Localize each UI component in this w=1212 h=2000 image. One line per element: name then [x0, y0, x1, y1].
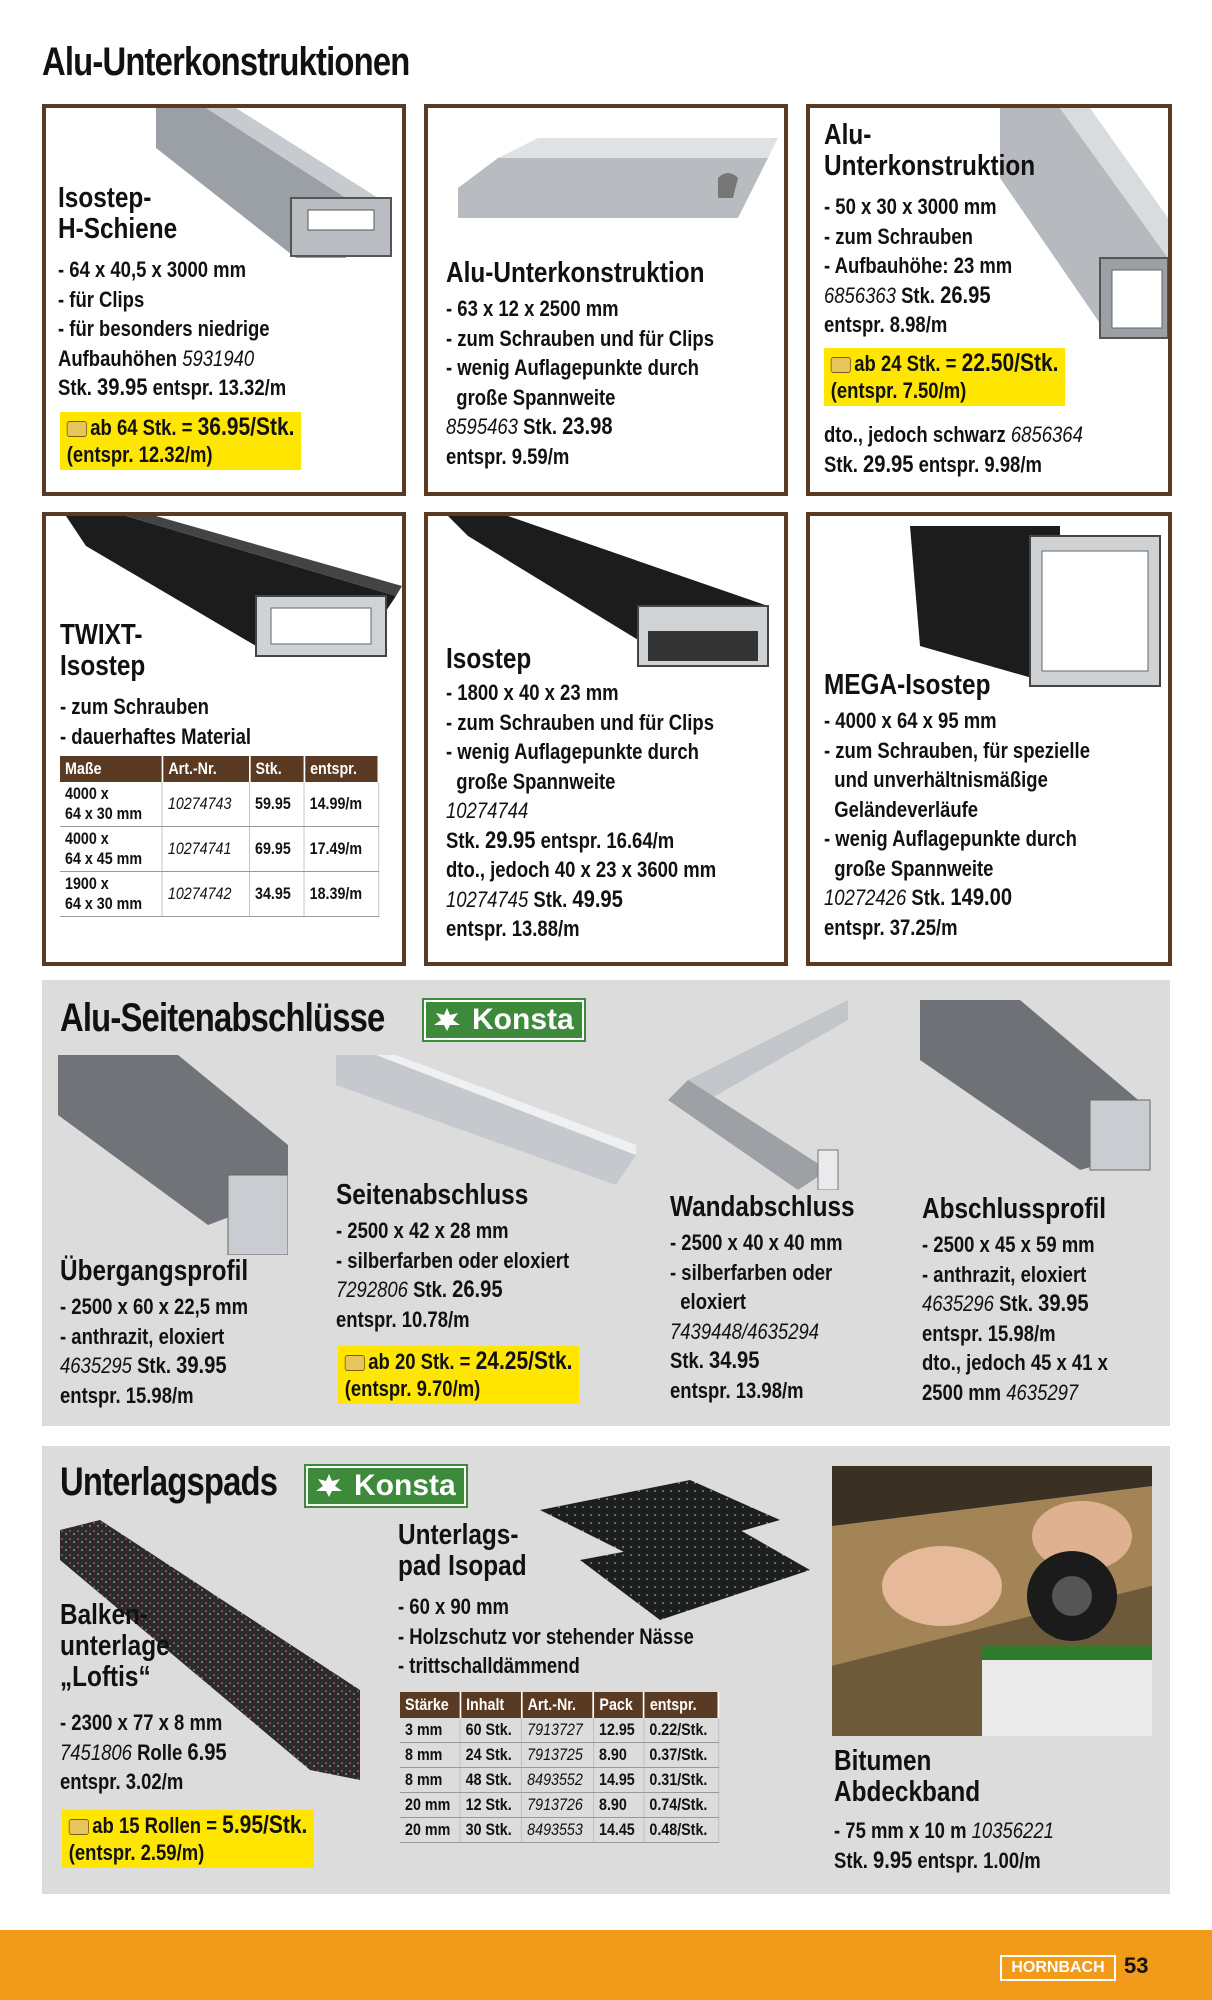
uebergangsprofil-image — [58, 1055, 288, 1255]
product-variant: dto., jedoch schwarz 6856364 Stk. 29.95 entspr. 9.98/m — [824, 422, 1083, 478]
table-cell: 3 mm — [400, 1718, 460, 1743]
product-title-bitumen: Bitumen Abdeckband — [834, 1745, 981, 1808]
dimension-line: 64 x 30 mm — [65, 894, 143, 913]
product-specs: - 60 x 90 mm - Holzschutz vor stehender Nässe - trittschalldämmend — [398, 1594, 694, 1678]
table-cell: 0.31/Stk. — [644, 1768, 718, 1793]
table-header: Maße — [60, 756, 162, 782]
product-title: Isostep- H-Schiene — [58, 182, 178, 245]
brand-logo-konsta: Konsta — [306, 1466, 466, 1506]
dimension-line: 64 x 30 mm — [65, 804, 143, 823]
product-specs: - 1800 x 40 x 23 mm - zum Schrauben und für Clips - wenig Auflagepunkte durch große Spannweite 10274744 Stk. 29.95 entspr. 16.64/m dto., jedoch 40 x 23 x 3600 mm 10274745 Stk. 49.95 entspr. 13.88/m — [446, 680, 717, 941]
table-header: entspr. — [644, 1692, 718, 1718]
table-cell: 34.95 — [250, 872, 305, 917]
table-cell: 14.95 — [594, 1768, 644, 1793]
isopad-price-table — [400, 1692, 719, 1843]
product-specs: - 2500 x 60 x 22,5 mm - anthrazit, eloxiert 4635295 Stk. 39.95 entspr. 15.98/m — [60, 1294, 249, 1408]
table-cell — [60, 782, 162, 827]
product-isostep — [424, 512, 788, 966]
table-cell: 0.48/Stk. — [644, 1818, 718, 1843]
table-cell: 7913727 — [522, 1718, 594, 1743]
product-specs: - 4000 x 64 x 95 mm - zum Schrauben, für spezielle und unverhältnismäßige Geländeverläufe - wenig Auflagepunkte durch große Spannweite 10272426 Stk. 149.00 entspr. 37.25/m — [824, 708, 1090, 940]
table-cell: 8493552 — [522, 1768, 594, 1793]
dimension-line: 4000 x — [65, 784, 109, 803]
product-specs: - zum Schrauben - dauerhaftes Material — [60, 694, 252, 749]
table-cell: 0.74/Stk. — [644, 1793, 718, 1818]
table-cell — [60, 827, 162, 872]
product-specs: - 64 x 40,5 x 3000 mm - für Clips - für besonders niedrige Aufbauhöhen 5931940 Stk. 39.95 entspr. 13.32/m — [58, 257, 287, 401]
product-title: Alu-Unterkonstruktion — [446, 257, 705, 289]
table-cell: 18.39/m — [304, 872, 378, 917]
table-row — [400, 1718, 718, 1743]
product-title-abschlussprofil: Abschlussprofil — [922, 1193, 1107, 1225]
table-header: Stärke — [400, 1692, 460, 1718]
table-cell: 8.90 — [594, 1743, 644, 1768]
table-cell: 0.37/Stk. — [644, 1743, 718, 1768]
product-mega-isostep — [806, 512, 1172, 966]
product-title-uebergangsprofil: Übergangsprofil — [60, 1255, 249, 1287]
table-cell: 12 Stk. — [460, 1793, 522, 1818]
section-heading: Alu-Seitenabschlüsse — [60, 996, 385, 1040]
page-number: 53 — [1124, 1953, 1149, 1978]
table-cell: 17.49/m — [304, 827, 378, 872]
product-twixt-isostep — [42, 512, 406, 966]
product-specs: - 2500 x 42 x 28 mm - silberfarben oder eloxiert 7292806 Stk. 26.95 entspr. 10.78/m — [336, 1218, 570, 1332]
table-cell: 8.90 — [594, 1793, 644, 1818]
table-row — [400, 1768, 718, 1793]
table-cell: 7913725 — [522, 1743, 594, 1768]
wandabschluss-image — [668, 1000, 858, 1190]
abschlussprofil-image — [920, 1000, 1170, 1180]
table-row — [60, 872, 378, 917]
table-cell: 69.95 — [250, 827, 305, 872]
product-alu-unterkonstruktion-2 — [806, 104, 1172, 496]
twixt-price-table — [60, 756, 379, 917]
page-title: Alu-Unterkonstruktionen — [42, 40, 410, 84]
product-title: Isostep — [446, 643, 532, 675]
product-title-isopad: Unterlags- pad Isopad — [398, 1519, 527, 1582]
dimension-line: 4000 x — [65, 829, 109, 848]
table-cell: 10274741 — [162, 827, 249, 872]
abdeckband-photo — [832, 1466, 1152, 1736]
flat-rail-image — [438, 128, 778, 248]
product-title: MEGA-Isostep — [824, 669, 991, 701]
leaf-icon — [314, 1472, 344, 1498]
bulk-price-badge: ab 24 Stk. = 22.50/Stk. (entspr. 7.50/m) — [824, 348, 1065, 406]
table-cell: 60 Stk. — [460, 1718, 522, 1743]
table-header: Inhalt — [460, 1692, 522, 1718]
product-title: TWIXT- Isostep — [60, 619, 146, 682]
table-cell: 30 Stk. — [460, 1818, 522, 1843]
bulk-price-badge: ab 20 Stk. = 24.25/Stk. (entspr. 9.70/m) — [338, 1346, 579, 1404]
table-cell: 20 mm — [400, 1793, 460, 1818]
table-cell: 14.99/m — [304, 782, 378, 827]
table-cell: 10274743 — [162, 782, 249, 827]
product-title: Alu- Unterkonstruktion — [824, 119, 1036, 182]
dimension-line: 64 x 45 mm — [65, 849, 143, 868]
table-row — [60, 827, 378, 872]
table-row — [60, 782, 378, 827]
product-specs: - 2500 x 40 x 40 mm - silberfarben oder eloxiert 7439448/4635294 Stk. 34.95 entspr. 13.98/m — [670, 1230, 843, 1403]
dimension-line: 1900 x — [65, 874, 109, 893]
table-cell: 8493553 — [522, 1818, 594, 1843]
table-cell: 7913726 — [522, 1793, 594, 1818]
table-row — [400, 1818, 718, 1843]
table-header: entspr. — [304, 756, 378, 782]
bulk-price-badge: ab 15 Rollen = 5.95/Stk. (entspr. 2.59/m) — [62, 1810, 314, 1868]
table-cell: 12.95 — [594, 1718, 644, 1743]
table-row — [400, 1793, 718, 1818]
coin-icon — [67, 421, 87, 437]
hornbach-logo: HORNBACH — [1000, 1955, 1116, 1981]
table-cell: 20 mm — [400, 1818, 460, 1843]
product-specs: - 2500 x 45 x 59 mm - anthrazit, eloxiert 4635296 Stk. 39.95 entspr. 15.98/m dto., jedoch 45 x 41 x 2500 mm 4635297 — [922, 1232, 1108, 1405]
table-row — [400, 1743, 718, 1768]
bulk-price-badge: ab 64 Stk. = 36.95/Stk. (entspr. 12.32/m) — [60, 412, 301, 470]
product-specs: - 75 mm x 10 m 10356221 Stk. 9.95 entspr. 1.00/m — [834, 1818, 1054, 1874]
table-header: Art.-Nr. — [522, 1692, 594, 1718]
coin-icon — [69, 1819, 89, 1835]
table-cell: 10274742 — [162, 872, 249, 917]
leaf-icon — [432, 1006, 462, 1032]
coin-icon — [831, 357, 851, 373]
product-specs: - 63 x 12 x 2500 mm - zum Schrauben und für Clips - wenig Auflagepunkte durch große Spannweite 8595463 Stk. 23.98 entspr. 9.59/m — [446, 296, 714, 469]
section-heading: Unterlagspads — [60, 1460, 278, 1504]
product-specs: - 50 x 30 x 3000 mm - zum Schrauben - Aufbauhöhe: 23 mm 6856363 Stk. 26.95 entspr. 8.98/m — [824, 194, 1013, 337]
table-cell: 48 Stk. — [460, 1768, 522, 1793]
product-isostep-h-schiene — [42, 104, 406, 496]
table-cell: 14.45 — [594, 1818, 644, 1843]
product-alu-unterkonstruktion — [424, 104, 788, 496]
table-cell: 59.95 — [250, 782, 305, 827]
table-cell — [60, 872, 162, 917]
product-title-loftis: Balken- unterlage „Loftis“ — [60, 1599, 170, 1693]
brand-logo-konsta: Konsta — [424, 1000, 584, 1040]
table-header: Stk. — [250, 756, 305, 782]
product-title-wandabschluss: Wandabschluss — [670, 1191, 855, 1223]
table-header: Art.-Nr. — [162, 756, 249, 782]
table-cell: 8 mm — [400, 1743, 460, 1768]
table-header: Pack — [594, 1692, 644, 1718]
seitenabschluss-image — [336, 1055, 636, 1185]
product-title-seitenabschluss: Seitenabschluss — [336, 1179, 529, 1211]
table-cell: 24 Stk. — [460, 1743, 522, 1768]
table-cell: 8 mm — [400, 1768, 460, 1793]
table-cell: 0.22/Stk. — [644, 1718, 718, 1743]
product-specs: - 2300 x 77 x 8 mm 7451806 Rolle 6.95 entspr. 3.02/m — [60, 1710, 227, 1794]
coin-icon — [345, 1355, 365, 1371]
